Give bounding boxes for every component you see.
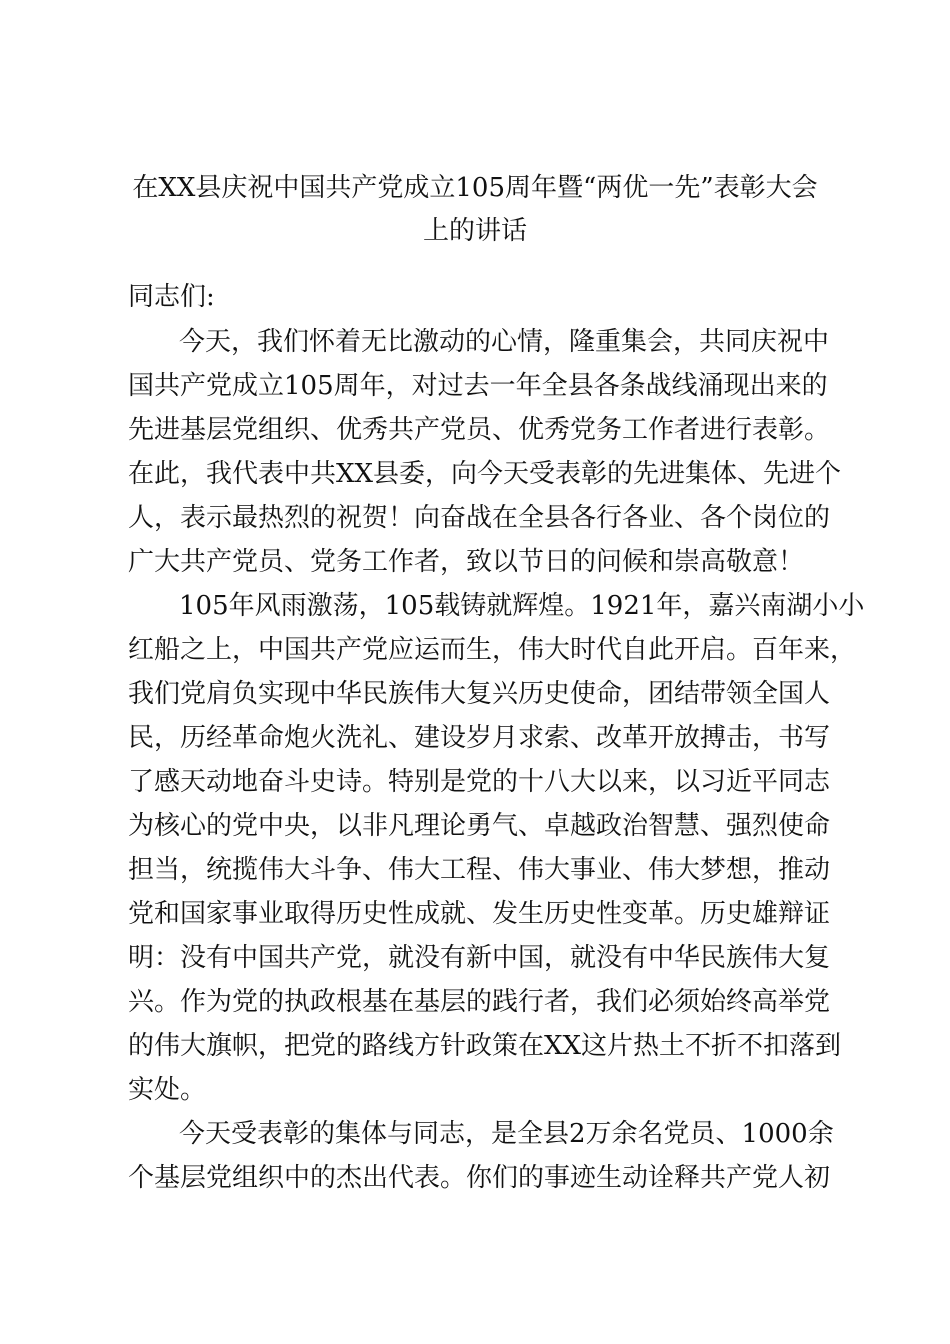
body-line: 了感天动地奋斗史诗。特别是党的十八大以来，以习近平同志 — [128, 767, 831, 797]
body-line: 党和国家事业取得历史性成就、发生历史性变革。历史雄辩证 — [128, 899, 831, 929]
body-line: 为核心的党中央，以非凡理论勇气、卓越政治智慧、强烈使命 — [128, 811, 831, 841]
body-line: 国共产党成立105周年，对过去一年全县各条战线涌现出来的 — [128, 371, 828, 401]
body-line: 实处。 — [128, 1075, 207, 1105]
body-line: 明：没有中国共产党，就没有新中国，就没有中华民族伟大复 — [128, 943, 831, 973]
body-line: 民，历经革命炮火洗礼、建设岁月求索、改革开放搏击，书写 — [128, 723, 831, 753]
body-line: 担当，统揽伟大斗争、伟大工程、伟大事业、伟大梦想，推动 — [128, 855, 831, 885]
body-line: 广大共产党员、党务工作者，致以节日的问候和崇高敬意！ — [128, 547, 805, 577]
document-title-line-1: 在XX县庆祝中国共产党成立105周年暨“两优一先”表彰大会 — [132, 173, 818, 203]
body-line: 105年风雨激荡，105载铸就辉煌。1921年，嘉兴南湖小小 — [179, 591, 865, 621]
body-line: 的伟大旗帜，把党的路线方针政策在XX这片热土不折不扣落到 — [128, 1031, 842, 1061]
body-line: 先进基层党组织、优秀共产党员、优秀党务工作者进行表彰。 — [128, 415, 831, 445]
body-line: 人，表示最热烈的祝贺！向奋战在全县各行各业、各个岗位的 — [128, 503, 831, 533]
body-line: 红船之上，中国共产党应运而生，伟大时代自此开启。百年来， — [128, 635, 857, 665]
body-line: 个基层党组织中的杰出代表。你们的事迹生动诠释共产党人初 — [128, 1163, 831, 1193]
document-title-line-2: 上的讲话 — [422, 216, 527, 246]
salutation: 同志们: — [128, 282, 215, 312]
body-line: 兴。作为党的执政根基在基层的践行者，我们必须始终高举党 — [128, 987, 831, 1017]
body-line: 我们党肩负实现中华民族伟大复兴历史使命，团结带领全国人 — [128, 679, 831, 709]
body-line: 今天，我们怀着无比激动的心情，隆重集会，共同庆祝中 — [179, 327, 830, 357]
body-line: 今天受表彰的集体与同志，是全县2万余名党员、1000余 — [179, 1119, 834, 1149]
body-line: 在此，我代表中共XX县委，向今天受表彰的先进集体、先进个 — [128, 459, 842, 489]
